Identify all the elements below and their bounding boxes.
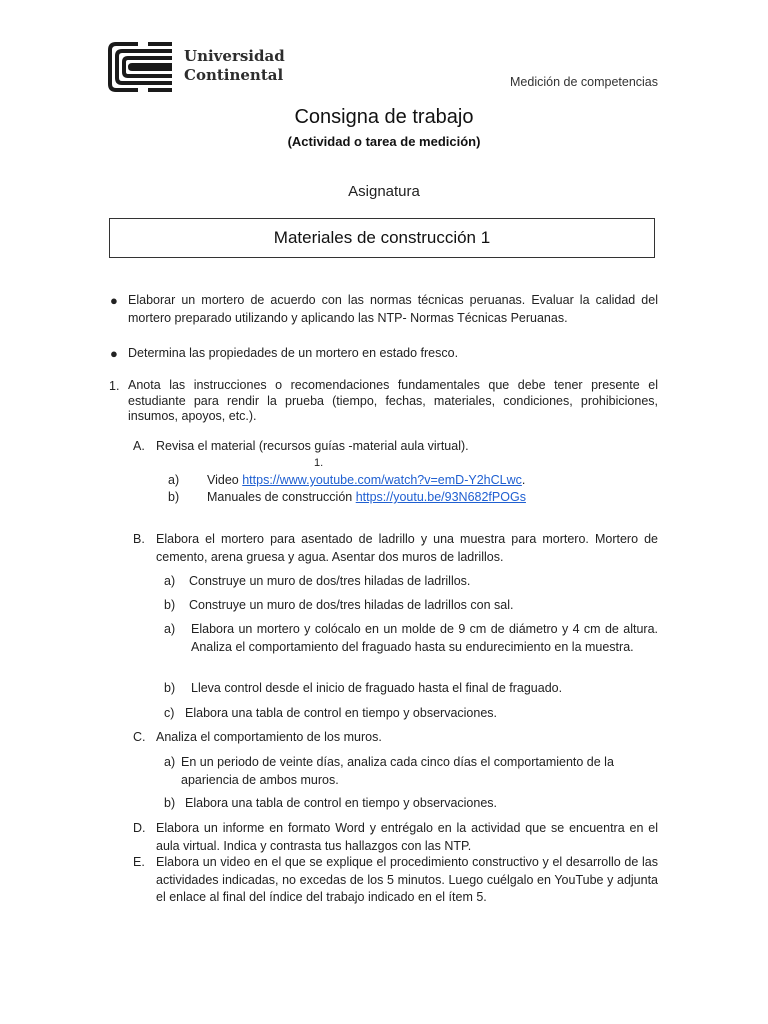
section-b-text: Elabora el mortero para asentado de ladrillo y una muestra para mortero. Mortero de cemento, arena gruesa y agua. Asentar dos muros de ladrillos. xyxy=(156,532,658,564)
section-b-item-2: Construye un muro de dos/tres hiladas de ladrillos con sal. xyxy=(189,598,514,612)
asignatura-label: Asignatura xyxy=(348,183,420,200)
youtube-video-link[interactable]: https://www.youtube.com/watch?v=emD-Y2hCLwc xyxy=(242,473,522,487)
section-c-item-marker: a) xyxy=(164,755,176,769)
item-1-marker: 1. xyxy=(109,379,120,393)
bullet-item-1: Elaborar un mortero de acuerdo con las normas técnicas peruanas. Evaluar la calidad del mortero preparado utilizando y aplicando las NTP- Normas Técnicas Peruanas. xyxy=(128,293,658,325)
page-title: Consigna de trabajo xyxy=(294,106,474,128)
logo-text xyxy=(184,47,285,85)
section-c-item-marker: b) xyxy=(164,796,176,810)
section-b-item-5: Elabora una tabla de control en tiempo y observaciones. xyxy=(185,706,497,720)
item-1-text: Anota las instrucciones o recomendaciones fundamentales que debe tener presente el estudiante para rendir la prueba (tiempo, fechas, materiales, condiciones, prohibiciones, insumos, apoyos, etc.). xyxy=(128,378,658,423)
bullet-dot-icon: ● xyxy=(110,293,118,308)
video-suffix: . xyxy=(521,473,526,487)
logo-line-1: Universidad xyxy=(184,47,285,65)
section-a-marker: A. xyxy=(133,439,145,453)
course-name-box xyxy=(109,218,655,258)
bullet-item-2: Determina las propiedades de un mortero en estado fresco. xyxy=(128,346,459,360)
header-right-text: Medición de competencias xyxy=(510,75,658,89)
section-e-marker: E. xyxy=(133,855,145,869)
section-a-item-b xyxy=(207,489,657,507)
section-a-text: Revisa el material (recursos guías -material aula virtual). xyxy=(156,439,469,453)
section-b-marker: B. xyxy=(133,532,145,546)
manuales-label: Manuales de construcción xyxy=(207,490,356,504)
course-name: Materiales de construcción 1 xyxy=(273,228,491,247)
section-b-item-marker: b) xyxy=(164,598,176,612)
logo-line-2: Continental xyxy=(184,66,284,84)
section-a-item-a xyxy=(207,472,657,490)
section-a-stray-marker: 1. xyxy=(314,457,324,469)
bullet-dot-icon: ● xyxy=(110,346,118,361)
section-c-text: Analiza el comportamiento de los muros. xyxy=(156,730,382,744)
section-c-item-2: Elabora una tabla de control en tiempo y observaciones. xyxy=(185,796,497,810)
section-b-item-marker: a) xyxy=(164,622,176,636)
section-b-item-4: Lleva control desde el inicio de fraguado hasta el final de fraguado. xyxy=(191,681,563,695)
section-c-marker: C. xyxy=(133,730,146,744)
section-a-item-b-marker: b) xyxy=(168,490,180,504)
page-subtitle: (Actividad o tarea de medición) xyxy=(287,134,481,149)
section-c-item-1: En un periodo de veinte días, analiza cada cinco días el comportamiento de la apariencia de ambos muros. xyxy=(181,755,614,787)
section-d-text: Elabora un informe en formato Word y entrégalo en la actividad que se encuentra en el aula virtual. Indica y contrasta tus hallazgos con las NTP. xyxy=(156,821,658,853)
section-b-item-3: Elabora un mortero y colócalo en un molde de 9 cm de diámetro y 4 cm de altura. Analiza el comportamiento del fraguado hasta su endurecimiento en la muestra. xyxy=(191,622,658,654)
section-b-item-marker: c) xyxy=(164,706,175,720)
section-b-item-marker: b) xyxy=(164,681,176,695)
university-logo xyxy=(108,42,288,92)
video-label: Video xyxy=(207,473,243,487)
section-a-item-a-marker: a) xyxy=(168,473,180,487)
university-emblem-icon xyxy=(108,42,178,92)
section-d-marker: D. xyxy=(133,821,146,835)
section-e-text: Elabora un video en el que se explique el procedimiento constructivo y el desarrollo de las actividades indicadas, no excedas de los 5 minutos. Luego cuélgalo en YouTube y adjunta el enlace al final del índice del trabajo indicado en el ítem 5. xyxy=(156,855,658,904)
youtube-manuales-link[interactable]: https://youtu.be/93N682fPOGs xyxy=(355,490,526,504)
section-b-item-marker: a) xyxy=(164,574,176,588)
section-b-item-1: Construye un muro de dos/tres hiladas de ladrillos. xyxy=(189,574,471,588)
